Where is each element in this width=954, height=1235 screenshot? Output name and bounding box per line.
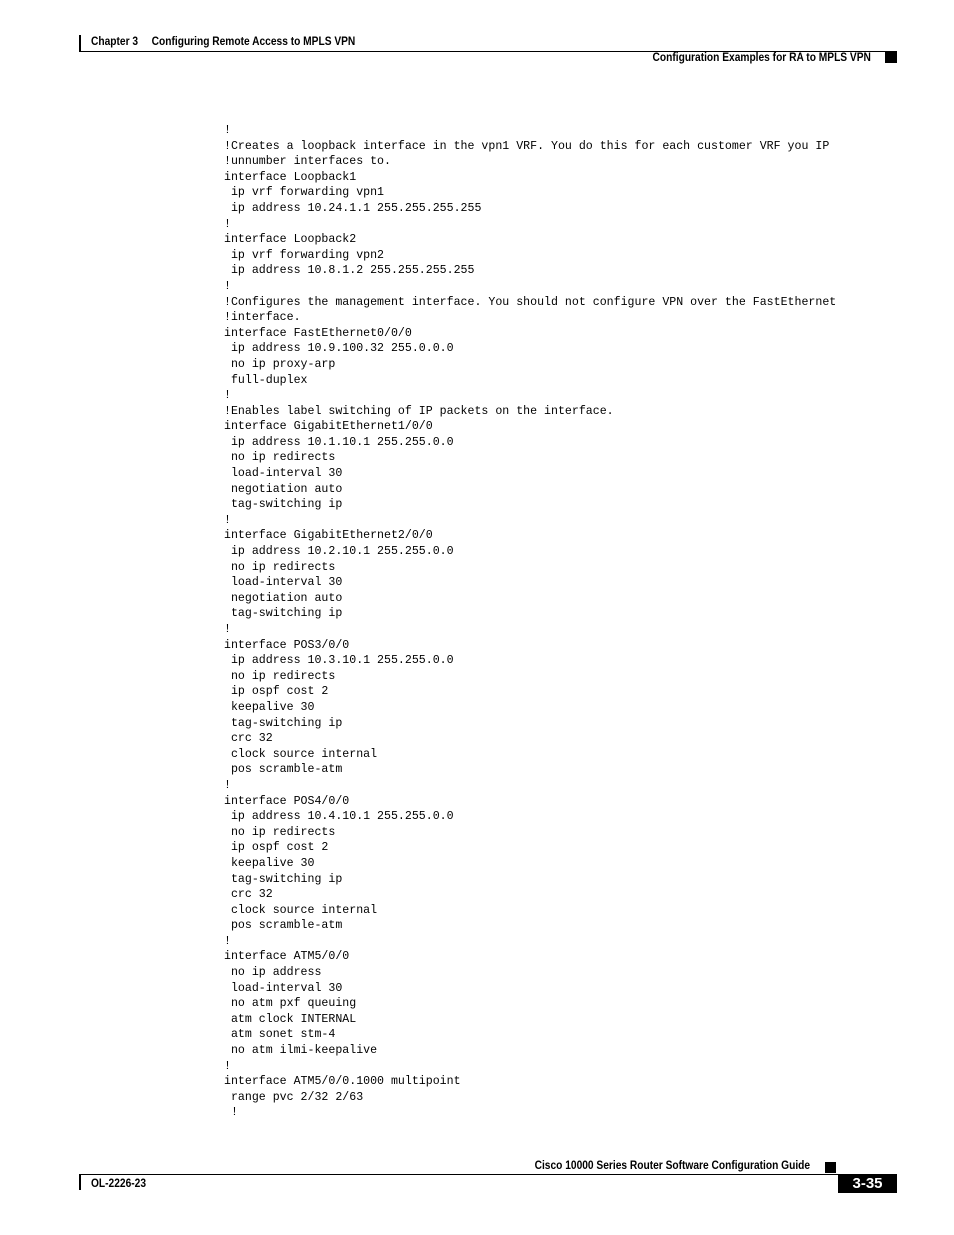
code-line: ! [224,217,231,231]
code-line: ip address 10.9.100.32 255.0.0.0 [224,342,454,356]
code-line: ! [224,623,231,636]
code-line: ip ospf cost 2 [224,841,329,855]
code-line: ! [224,513,231,527]
code-line: ! [224,1106,238,1120]
header-marker-block [885,51,897,63]
page-number: 3-35 [838,1175,897,1193]
code-line: no atm pxf queuing [224,997,357,1011]
code-line: no atm ilmi-keepalive [224,1044,378,1058]
code-line: !Configures the management interface. You should not configure VPN over the FastEthernet [224,295,837,309]
code-line: interface ATM5/0/0.1000 multipoint [224,1075,461,1089]
code-line: !interface. [224,311,301,325]
config-code-block [224,123,836,1121]
code-line: atm sonet stm-4 [224,1028,336,1042]
code-line: interface GigabitEthernet2/0/0 [224,529,433,543]
footer-rule [79,1174,897,1175]
chapter-label: Chapter 3 [91,34,139,48]
code-line: ip address 10.1.10.1 255.255.0.0 [224,435,454,449]
section-title: Configuration Examples for RA to MPLS VPN [652,50,871,64]
code-line: interface POS3/0/0 [224,638,350,652]
code-line: !unnumber interfaces to. [224,155,391,169]
code-line: ip address 10.2.10.1 255.255.0.0 [224,545,454,559]
code-line: full-duplex [224,373,308,387]
code-line: ! [224,389,231,403]
code-line: load-interval 30 [224,467,343,481]
guide-title: Cisco 10000 Series Router Software Configuration Guide [534,1158,810,1172]
code-line: ! [224,279,231,293]
code-line: ip address 10.8.1.2 255.255.255.255 [224,264,475,278]
code-line: negotiation auto [224,591,343,605]
code-line: interface ATM5/0/0 [224,950,350,964]
code-line: no ip redirects [224,560,336,574]
code-line: pos scramble-atm [224,919,343,933]
code-line: clock source internal [224,747,378,761]
code-line: clock source internal [224,903,378,917]
code-line: ip address 10.4.10.1 255.255.0.0 [224,810,454,824]
code-line: keepalive 30 [224,700,315,714]
code-line: range pvc 2/32 2/63 [224,1090,364,1104]
header-left-rule [79,35,81,51]
code-line: ! [224,1059,231,1073]
code-line: no ip redirects [224,669,336,683]
code-line: crc 32 [224,888,273,902]
code-line: crc 32 [224,732,273,746]
code-line: no ip redirects [224,825,336,839]
code-line: ip address 10.24.1.1 255.255.255.255 [224,201,482,215]
code-line: ip address 10.3.10.1 255.255.0.0 [224,654,454,668]
code-line: tag-switching ip [224,716,343,730]
code-line: interface FastEthernet0/0/0 [224,326,412,340]
code-line: atm clock INTERNAL [224,1012,357,1026]
code-line: no ip address [224,966,322,980]
document-id: OL-2226-23 [91,1176,146,1190]
code-line: interface Loopback2 [224,233,357,247]
code-line: negotiation auto [224,482,343,496]
footer-marker-block [825,1162,836,1173]
code-line: tag-switching ip [224,607,343,621]
code-line: tag-switching ip [224,498,343,512]
code-line: ip vrf forwarding vpn2 [224,248,385,262]
code-line: ! [224,124,231,137]
code-line: interface POS4/0/0 [224,794,350,808]
code-line: !Creates a loopback interface in the vpn1 VRF. You do this for each customer VRF you IP [224,139,830,153]
code-line: ! [224,934,231,948]
code-line: ip ospf cost 2 [224,685,329,699]
footer-left-rule [79,1174,81,1190]
code-line: load-interval 30 [224,981,343,995]
code-line: interface GigabitEthernet1/0/0 [224,420,433,434]
code-line: no ip proxy-arp [224,357,336,371]
code-line: pos scramble-atm [224,763,343,777]
code-line: ! [224,778,231,792]
code-line: keepalive 30 [224,856,315,870]
code-line: no ip redirects [224,451,336,465]
code-line: tag-switching ip [224,872,343,886]
code-line: !Enables label switching of IP packets on the interface. [224,404,614,418]
running-header-chapter [91,34,355,48]
code-line: load-interval 30 [224,576,343,590]
chapter-title: Configuring Remote Access to MPLS VPN [151,34,356,48]
code-line: ip vrf forwarding vpn1 [224,186,385,200]
code-line: interface Loopback1 [224,170,357,184]
